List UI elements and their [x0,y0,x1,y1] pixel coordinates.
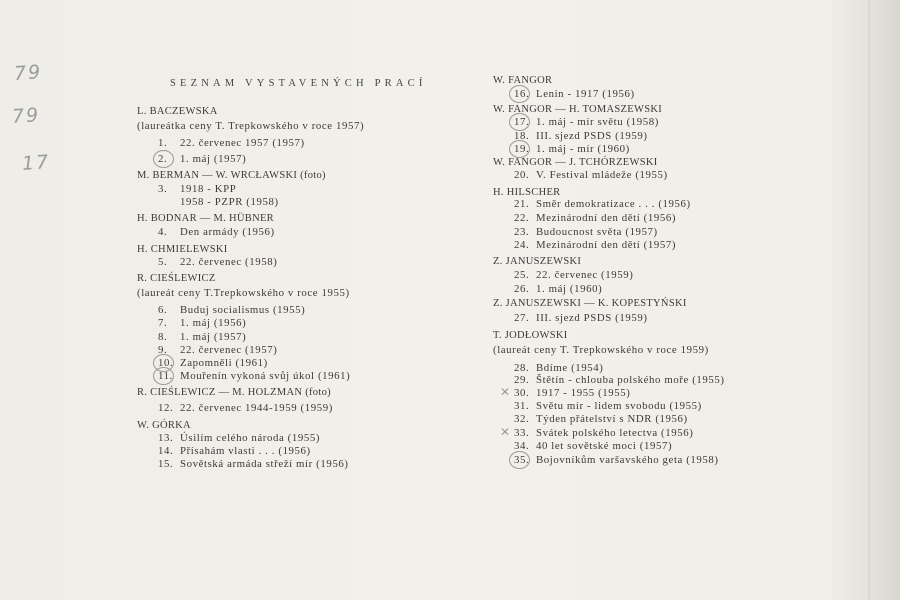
handwritten-mark: 79 [13,61,43,85]
item-title: III. sjezd PSDS (1959) [536,130,648,142]
work-item [158,196,279,209]
award-note: (laureát ceny T. Trepkowského v roce 1959) [493,344,709,356]
item-title: Bojovníkům varšavského geta (1958) [536,454,719,466]
work-item [158,357,268,370]
item-title: 22. červenec 1944-1959 (1959) [180,402,333,414]
work-item [514,88,635,101]
award-note: (laureát ceny T.Trepkowského v roce 1955) [137,287,350,299]
work-item [514,454,719,467]
artist-heading: R. CIEŚLEWICZ — M. HOLZMAN (foto) [137,387,331,398]
work-item [514,400,702,413]
item-number: 18. [514,130,530,142]
item-title: Den armády (1956) [180,226,275,238]
work-item [158,317,246,330]
item-title: Zapomněli (1961) [180,357,268,369]
item-number: 22. [514,212,530,224]
work-item [514,226,658,239]
item-number: ✕ 30. [514,387,536,400]
work-item [514,427,693,440]
item-number: 20. [514,169,530,181]
item-title: 1958 - PZPR (1958) [180,196,279,208]
work-item [514,283,602,296]
item-number: 6. [158,304,168,316]
item-number: 5. [158,256,168,268]
work-item [158,370,350,383]
item-number: 11. [158,370,180,383]
work-item [158,304,305,317]
handwritten-mark: 17 [21,151,51,175]
artist-heading: H. CHMIELEWSKI [137,244,228,255]
item-title: 22. červenec 1957 (1957) [180,137,305,149]
artist-heading: Z. JANUSZEWSKI [493,256,582,267]
work-item [514,239,676,252]
work-item [514,130,648,143]
artist-heading: W. FANGOR [493,75,553,86]
item-title: 1917 - 1955 (1955) [536,387,631,399]
work-item [158,445,311,458]
item-title: Mezinárodní den dětí (1956) [536,212,677,224]
item-number: 28. [514,362,530,374]
work-item [514,312,648,325]
item-number: 27. [514,312,530,324]
item-title: Štětín - chlouba polského moře (1955) [536,374,725,386]
item-number: 35. [514,454,536,467]
item-number: 21. [514,198,530,210]
item-title: Buduj socialismus (1955) [180,304,306,316]
item-title: Budoucnost světa (1957) [536,226,658,238]
item-number: 31. [514,400,530,412]
item-title: Mezinárodní den dětí (1957) [536,239,677,251]
work-item [158,432,320,445]
item-title: 40 let sovětské moci (1957) [536,440,673,452]
work-item [158,256,277,269]
artist-heading: H. BODNAR — M. HÜBNER [137,213,274,224]
item-title: Bdíme (1954) [536,362,604,374]
item-number: 12. [158,402,174,414]
item-number: 25. [514,269,530,281]
work-item [514,413,688,426]
work-item [514,169,668,182]
item-title: 1. máj (1957) [180,153,247,165]
work-item [158,344,277,357]
item-number: 15. [158,458,174,470]
item-number: 2. [158,153,180,166]
item-number: 24. [514,239,530,251]
item-number: 17. [514,116,536,129]
item-title: 1. máj (1960) [536,283,603,295]
item-title: Svátek polského letectva (1956) [536,427,694,439]
item-number: 4. [158,226,168,238]
work-item [514,440,672,453]
item-number: 1. [158,137,168,149]
work-item [158,331,246,344]
item-number: 23. [514,226,530,238]
item-title: Mouřenín vykoná svůj úkol (1961) [180,370,351,382]
work-item [158,183,236,196]
item-number: 14. [158,445,174,457]
work-item [514,374,725,387]
work-item [514,143,630,156]
item-number: 13. [158,432,174,444]
item-title: Úsilím celého národa (1955) [180,432,321,444]
work-item [514,116,659,129]
item-title: 1. máj - mír světu (1958) [536,116,659,128]
item-number: 10. [158,357,180,370]
item-number: 26. [514,283,530,295]
artist-heading: W. FANGOR — J. TCHÓRZEWSKI [493,157,658,168]
item-number: 34. [514,440,530,452]
item-title: Světu mír - lidem svobodu (1955) [536,400,702,412]
item-title: Směr demokratizace . . . (1956) [536,198,691,210]
artist-heading: R. CIEŚLEWICZ [137,273,216,284]
artist-heading: W. GÓRKA [137,420,191,431]
item-title: 22. červenec (1957) [180,344,278,356]
handwritten-mark: 79 [11,104,41,128]
item-number: 3. [158,183,168,195]
item-title: 1. máj (1957) [180,331,247,343]
page-edge [868,0,870,600]
item-number: 29. [514,374,530,386]
item-number: 7. [158,317,168,329]
award-note: (laureátka ceny T. Trepkowského v roce 1957) [137,120,365,132]
work-item [158,137,305,150]
item-title: 1918 - KPP [180,183,237,195]
work-item [158,402,333,415]
item-title: Přísahám vlasti . . . (1956) [180,445,311,457]
item-number: 19. [514,143,536,156]
work-item [514,269,633,282]
work-item [158,153,246,166]
artist-heading: W. FANGOR — H. TOMASZEWSKI [493,104,663,115]
work-item [514,212,676,225]
artist-heading: L. BACZEWSKA [137,106,218,117]
work-item [158,226,275,239]
item-number: 8. [158,331,168,343]
artist-heading: H. HILSCHER [493,187,561,198]
item-number: ✕ 33. [514,427,536,440]
item-title: V. Festival mládeže (1955) [536,169,668,181]
item-title: Sovětská armáda střeží mír (1956) [180,458,349,470]
work-item [514,198,691,211]
artist-heading: M. BERMAN — W. WRCŁAWSKI (foto) [137,170,326,181]
item-title: 22. červenec (1959) [536,269,634,281]
artist-heading: Z. JANUSZEWSKI — K. KOPESTYŃSKI [493,298,687,309]
item-title: 1. máj (1956) [180,317,247,329]
item-number: 9. [158,344,168,356]
item-title: III. sjezd PSDS (1959) [536,312,648,324]
page-title: SEZNAM VYSTAVENÝCH PRACÍ [170,78,427,89]
item-number: 16. [514,88,536,101]
item-title: 1. máj - mír (1960) [536,143,630,155]
item-title: Lenin - 1917 (1956) [536,88,635,100]
artist-heading: T. JODŁOWSKI [493,330,568,341]
item-number: 32. [514,413,530,425]
work-item [514,387,630,400]
item-title: Týden přátelství s NDR (1956) [536,413,688,425]
item-title: 22. červenec (1958) [180,256,278,268]
work-item [158,458,349,471]
